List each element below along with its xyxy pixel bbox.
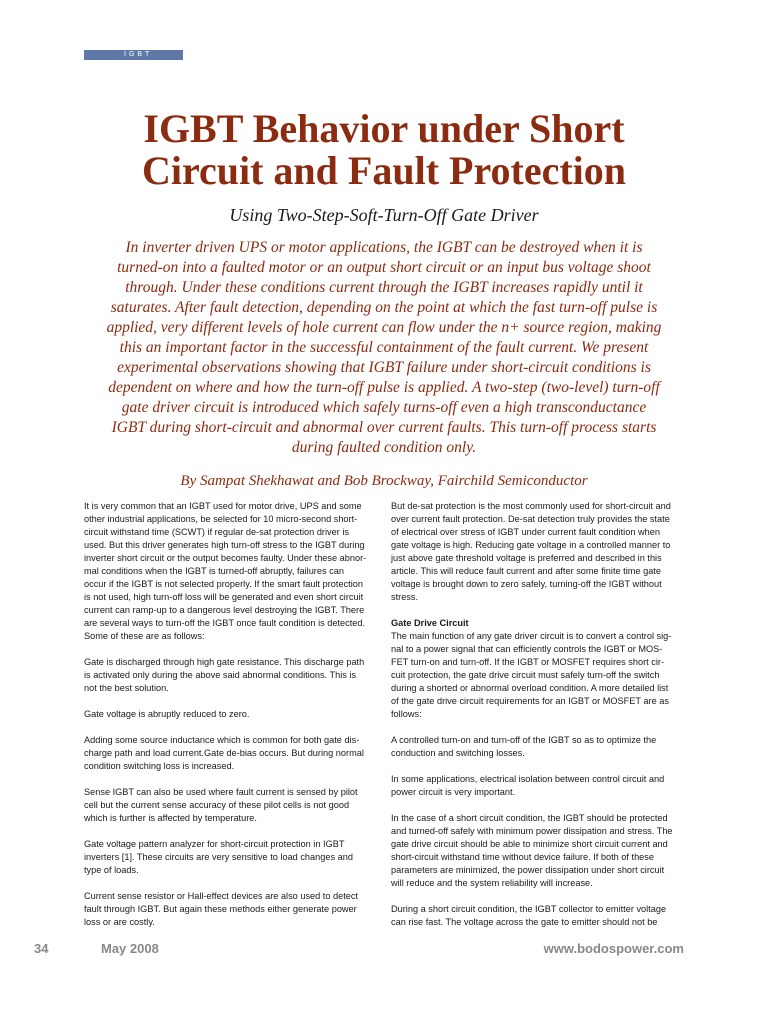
text-line: power circuit is very important. [391, 787, 516, 797]
text-line: and turned-off safely with minimum power dissipation and stress. The [391, 826, 673, 836]
text-line: over current fault protection. De-sat detection truly provides the state [391, 514, 670, 524]
text-line: conduction and switching losses. [391, 748, 525, 758]
text-line: circuit withstand time (SCWT) if regular de-sat protection driver is [84, 527, 349, 537]
text-line: Adding some source inductance which is common for both gate dis- [84, 735, 360, 745]
paragraph [84, 890, 384, 929]
text-line: of electrical over stress of IGBT under current fault condition when [391, 527, 660, 537]
text-line: charge path and load current.Gate de-bias occurs. But during normal [84, 748, 364, 758]
text-line: inverters [1]. These circuits are very sensitive to load changes and [84, 852, 353, 862]
text-line: this an important factor in the successful containment of the fault current. We present [119, 339, 649, 356]
text-line: turned-on into a faulted motor or an output short circuit or an input bus voltage shoot [117, 259, 651, 276]
text-line: Some of these are as follows: [84, 631, 205, 641]
text-line: is activated only during the above said abnormal conditions. This is [84, 670, 357, 680]
text-line: mal conditions when the IGBT is turned-off abruptly, failures can [84, 566, 344, 576]
text-line: other industrial applications, be selected for 10 micro-second short- [84, 514, 358, 524]
section-heading: Gate Drive Circuit [391, 618, 469, 628]
text-line: Sense IGBT can also be used where fault current is sensed by pilot [84, 787, 358, 797]
paragraph [391, 812, 691, 890]
text-line: dependent on where and how the turn-off pulse is applied. A two-step (two-level) turn-off [108, 379, 660, 396]
text-line: FET turn-on and turn-off. If the IGBT or MOSFET requires short cir- [391, 657, 664, 667]
issue-date: May 2008 [101, 941, 159, 956]
text-line: loss or are costly. [84, 917, 155, 927]
paragraph [391, 773, 691, 799]
text-line: cuit protection, the gate drive circuit must safely turn-off the switch [391, 670, 660, 680]
paragraph [391, 630, 691, 721]
paragraph [391, 500, 691, 604]
section-tag: IGBT [84, 50, 183, 60]
text-line: saturates. After fault detection, depending on the point at which the fast turn-off pulse is [110, 299, 658, 316]
paragraph [84, 500, 384, 643]
title-line: IGBT Behavior under Short [143, 106, 625, 151]
text-line: In some applications, electrical isolation between control circuit and [391, 774, 665, 784]
text-line: gate driver circuit is introduced which safely turns-off even a high transconductance [121, 399, 647, 416]
text-line: It is very common that an IGBT used for motor drive, UPS and some [84, 501, 362, 511]
paragraph [84, 708, 384, 721]
text-line: type of loads. [84, 865, 139, 875]
text-line: In inverter driven UPS or motor applications, the IGBT can be destroyed when it is [125, 239, 643, 256]
text-line: will reduce and the system reliability will increase. [391, 878, 593, 888]
text-line: just above gate threshold voltage is preferred and described in this [391, 553, 662, 563]
text-line: Gate voltage is abruptly reduced to zero. [84, 709, 250, 719]
text-line: Gate voltage pattern analyzer for short-circuit protection in IGBT [84, 839, 345, 849]
paragraph [84, 656, 384, 695]
text-line: IGBT during short-circuit and abnormal over current faults. This turn-off process starts [111, 419, 657, 436]
abstract [84, 238, 684, 458]
paragraph [84, 838, 384, 877]
text-line: are several ways to turn-off the IGBT once fault condition is detected. [84, 618, 366, 628]
text-line: which is further is affected by temperature. [84, 813, 257, 823]
right-paragraphs [391, 630, 691, 929]
text-line: fault through IGBT. But again these methods either generate power [84, 904, 357, 914]
text-line: stress. [391, 592, 419, 602]
title-line: Circuit and Fault Protection [141, 148, 627, 193]
text-line: can rise fast. The voltage across the gate to emitter should not be [391, 917, 658, 927]
text-line: During a short circuit condition, the IGBT collector to emitter voltage [391, 904, 667, 914]
text-line: But de-sat protection is the most commonly used for short-circuit and [391, 501, 671, 511]
left-column [84, 500, 384, 942]
text-line: nal to a power signal that can efficiently controls the IGBT or MOS- [391, 644, 663, 654]
text-line: voltage is brought down to zero safely, turning-off the IGBT without [391, 579, 662, 589]
text-line: Current sense resistor or Hall-effect devices are also used to detect [84, 891, 359, 901]
right-column [391, 500, 691, 942]
text-line: condition switching loss is increased. [84, 761, 235, 771]
text-line: inverter short circuit or the output becomes faulty. Under these abnor- [84, 553, 367, 563]
paragraph [391, 734, 691, 760]
text-line: applied, very different levels of hole current can flow under the n+ source region, making [106, 319, 662, 336]
article-title [40, 108, 728, 192]
text-line: current can ramp-up to a dangerous level destroying the IGBT. There [84, 605, 365, 615]
text-line: of the gate drive circuit requirements for an IGBT or MOSFET are as [391, 696, 669, 706]
page-number: 34 [34, 941, 49, 956]
paragraph [391, 903, 691, 929]
text-line: parameters are minimized, the power dissipation under short circuit [391, 865, 665, 875]
text-line: article. This will reduce fault current and after some finite time gate [391, 566, 661, 576]
text-line: is not used, high turn-off loss will be generated and even short circuit [84, 592, 364, 602]
website-link[interactable]: www.bodospower.com [543, 941, 684, 956]
text-line: Gate is discharged through high gate resistance. This discharge path [84, 657, 365, 667]
text-line: through. Under these conditions current through the IGBT increases rapidly until it [125, 279, 643, 296]
text-line: The main function of any gate driver circuit is to convert a control sig- [391, 631, 672, 641]
text-line: gate drive circuit should be able to minimize short circuit current and [391, 839, 668, 849]
text-line: short-circuit withstand time without device failure. If both of these [391, 852, 654, 862]
text-line: gate voltage is high. Reducing gate voltage in a controlled manner to [391, 540, 671, 550]
text-line: occur if the IGBT is not selected properly. If the smart fault protection [84, 579, 363, 589]
text-line: during faulted condition only. [291, 439, 477, 456]
text-line: during a shorted or abnormal overload condition. A more detailed list [391, 683, 669, 693]
text-line: In the case of a short circuit condition, the IGBT should be protected [391, 813, 668, 823]
article-subtitle: Using Two-Step-Soft-Turn-Off Gate Driver [229, 205, 539, 225]
text-line: A controlled turn-on and turn-off of the IGBT so as to optimize the [391, 735, 657, 745]
text-line: experimental observations showing that IGBT failure under short-circuit conditions is [117, 359, 651, 376]
text-line: used. But this driver generates high turn-off stress to the IGBT during [84, 540, 365, 550]
byline: By Sampat Shekhawat and Bob Brockway, Fairchild Semiconductor [180, 473, 588, 489]
text-line: not the best solution. [84, 683, 169, 693]
text-line: cell but the current sense accuracy of these pilot cells is not good [84, 800, 350, 810]
paragraph [84, 734, 384, 773]
text-line: follows: [391, 709, 422, 719]
paragraph [84, 786, 384, 825]
